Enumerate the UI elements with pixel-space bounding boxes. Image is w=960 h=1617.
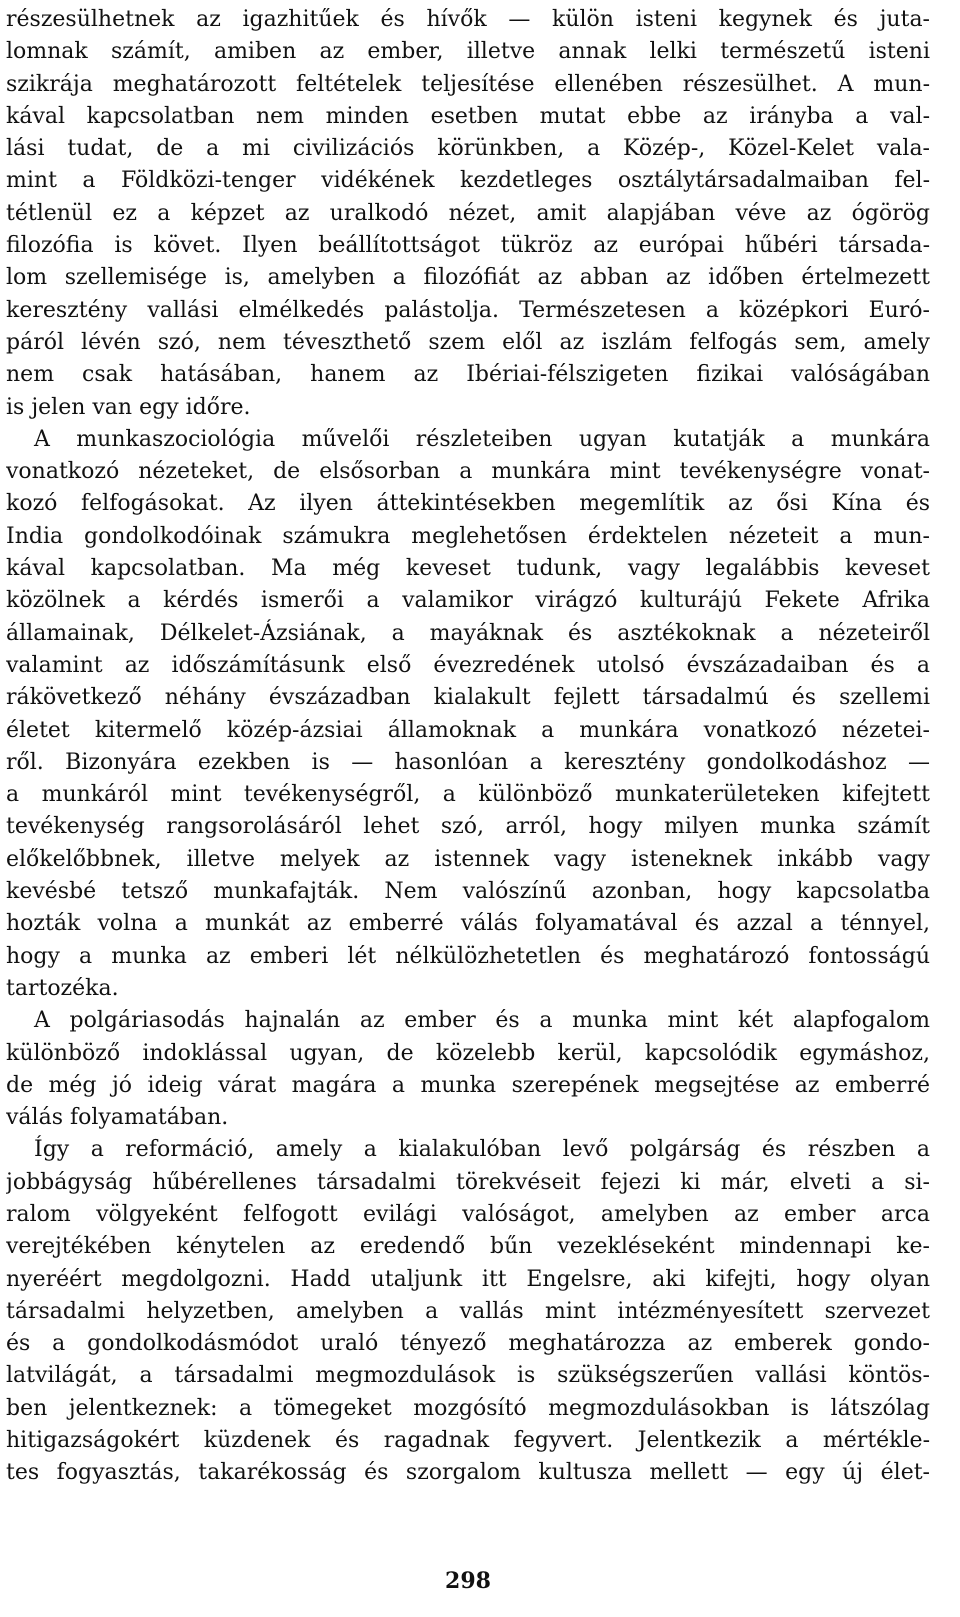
text-line: válás folyamatában. [6, 1105, 229, 1131]
text-line: lási tudat, de a mi civilizációs körünkben, a Közép-, Közel-Kelet vala- [6, 136, 930, 162]
text-line: nyeréért megdolgozni. Hadd utaljunk itt Engelsre, aki kifejti, hogy olyan [6, 1266, 930, 1292]
text-line: is jelen van egy időre. [6, 394, 251, 420]
book-page [6, 0, 930, 1617]
text-line: de még jó ideig várat magára a munka szerepének megsejtése az emberré [6, 1072, 930, 1098]
page-number: 298 [445, 1568, 491, 1594]
paragraph-start-line: Így a reformáció, amely a kialakulóban levő polgárság és részben a [34, 1137, 930, 1163]
text-line: ről. Bizonyára ezekben is — hasonlóan a keresztény gondolkodáshoz — [6, 749, 930, 775]
text-line: lom szellemisége is, amelyben a filozófiát az abban az időben értelmezett [6, 265, 930, 291]
text-line: nem csak hatásában, hanem az Ibériai-félszigeten fizikai valóságában [6, 362, 930, 388]
text-line: hogy a munka az emberi lét nélkülözhetetlen és meghatározó fontosságú [6, 943, 930, 969]
text-line: közölnek a kérdés ismerői a valamikor virágzó kulturájú Fekete Afrika [6, 588, 930, 614]
paragraph-start-line: A polgáriasodás hajnalán az ember és a munka mint két alapfogalom [34, 1008, 930, 1034]
text-line: államainak, Délkelet-Ázsiának, a mayáknak és asztékoknak a nézeteiről [6, 620, 930, 646]
body-text [6, 4, 930, 1490]
text-line: rákövetkező néhány évszázadban kialakult fejlett társadalmú és szellemi [6, 685, 930, 711]
text-line: mint a Földközi-tenger vidékének kezdetleges osztálytársadalmaiban fel- [6, 168, 930, 194]
text-line: filozófia is követ. Ilyen beállítottságot tükröz az európai hűbéri társada- [6, 233, 930, 259]
text-line: életet kitermelő közép-ázsiai államoknak a munkára vonatkozó nézetei- [6, 717, 930, 743]
text-line: latvilágát, a társadalmi megmozdulások is szükségszerűen vallási köntös- [6, 1363, 930, 1389]
text-line: lomnak számít, amiben az ember, illetve annak lelki természetű isteni [6, 39, 930, 65]
text-line: ben jelentkeznek: a tömegeket mozgósító megmozdulásokban is látszólag [6, 1395, 930, 1421]
text-line: ralom völgyeként felfogott evilági valóságot, amelyben az ember arca [6, 1201, 930, 1227]
text-line: India gondolkodóinak számukra meglehetősen érdektelen nézeteit a mun- [6, 523, 930, 549]
text-line: valamint az időszámításunk első évezredének utolsó évszázadaiban és a [6, 652, 930, 678]
text-line: részesülhetnek az igazhitűek és hívők — külön isteni kegynek és juta- [6, 7, 930, 32]
text-line: kevésbé tetsző munkafajták. Nem valószínű azonban, hogy kapcsolatba [6, 879, 930, 905]
text-line: hozták volna a munkát az emberré válás folyamatával és azzal a ténnyel, [6, 911, 930, 937]
text-line: szikrája meghatározott feltételek teljesítése ellenében részesülhet. A mun- [6, 71, 930, 97]
text-line: kozó felfogásokat. Az ilyen áttekintésekben megemlítik az ősi Kína és [6, 491, 930, 517]
text-line: tétlenül ez a képzet az uralkodó nézet, amit alapjában véve az ógörög [6, 200, 930, 226]
text-line: verejtékében kénytelen az eredendő bűn vezekléseként mindennapi ke- [6, 1234, 930, 1260]
text-line: páról lévén szó, nem téveszthető szem elől az iszlám felfogás sem, amely [6, 329, 930, 355]
text-line: keresztény vallási elmélkedés palástolja. Természetesen a középkori Euró- [6, 297, 930, 323]
text-line: társadalmi helyzetben, amelyben a vallás mint intézményesített szervezet [6, 1298, 930, 1324]
text-line: jobbágyság hűbérellenes társadalmi törekvéseit fejezi ki már, elveti a si- [6, 1169, 930, 1195]
text-line: tevékenység rangsorolásáról lehet szó, arról, hogy milyen munka számít [6, 814, 930, 840]
paragraph-start-line: A munkaszociológia művelői részleteiben ugyan kutatják a munkára [34, 426, 930, 452]
text-line: különböző indoklással ugyan, de közelebb kerül, kapcsolódik egymáshoz, [6, 1040, 930, 1066]
text-line: kával kapcsolatban nem minden esetben mutat ebbe az irányba a val- [6, 103, 930, 129]
text-line: hitigazságokért küzdenek és ragadnak fegyvert. Jelentkezik a mértékle- [6, 1428, 930, 1454]
text-line: kával kapcsolatban. Ma még keveset tudunk, vagy legalábbis keveset [6, 556, 930, 582]
text-line: és a gondolkodásmódot uraló tényező meghatározza az emberek gondo- [6, 1331, 930, 1357]
text-line: a munkáról mint tevékenységről, a különböző munkaterületeken kifejtett [6, 782, 930, 808]
text-line: előkelőbbnek, illetve melyek az istennek vagy isteneknek inkább vagy [6, 846, 930, 872]
text-line: vonatkozó nézeteket, de elsősorban a munkára mint tevékenységre vonat- [6, 459, 930, 485]
text-line: tes fogyasztás, takarékosság és szorgalom kultusza mellett — egy új élet- [6, 1460, 930, 1486]
text-line: tartozéka. [6, 975, 119, 1001]
